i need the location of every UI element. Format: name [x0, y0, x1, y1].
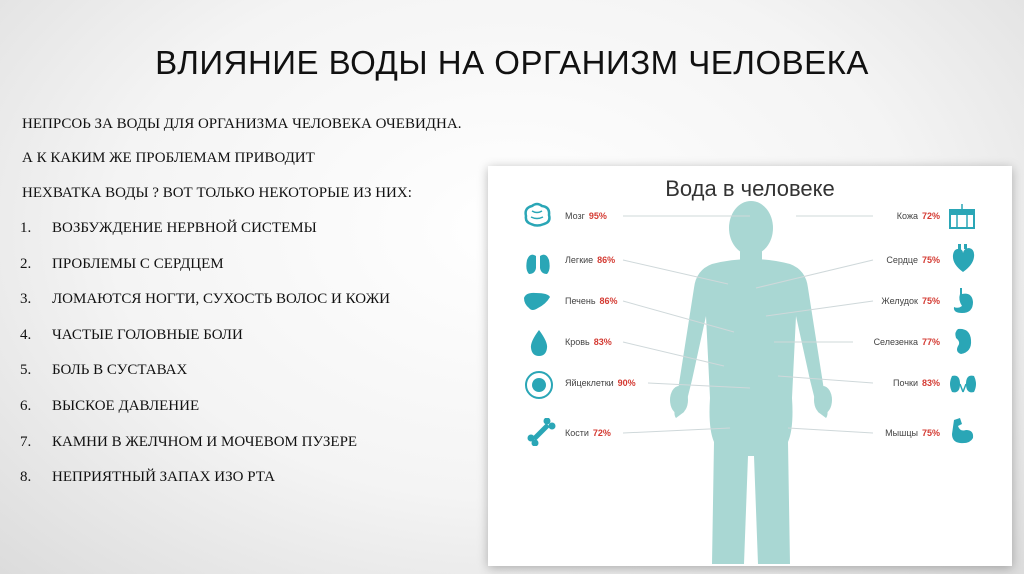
organ-label-kidneys: Почки 83% [893, 378, 940, 388]
list-number: 1. [20, 220, 32, 236]
list-number: 7. [20, 433, 32, 450]
brain-icon [522, 202, 552, 228]
list-number: 6. [20, 397, 32, 414]
muscle-icon [948, 416, 976, 446]
spleen-icon [952, 326, 974, 356]
problems-list [20, 220, 390, 505]
list-text: БОЛЬ В СУСТАВАХ [52, 362, 188, 379]
organ-label-blood: Кровь 83% [565, 337, 612, 347]
infographic-title: Вода в человеке [665, 176, 835, 201]
list-item [20, 327, 390, 363]
skin-icon [948, 204, 976, 230]
list-text: ВОЗБУЖДЕНИЕ НЕРВНОЙ СИСТЕМЫ [52, 220, 317, 236]
bone-icon [526, 418, 556, 446]
list-text: ЛОМАЮТСЯ НОГТИ, СУХОСТЬ ВОЛОС И КОЖИ [52, 291, 390, 308]
list-item [20, 256, 390, 292]
water-in-body-infographic [488, 166, 1012, 566]
intro-line: НЕПРСОЬ ЗА ВОДЫ ДЛЯ ОРГАНИЗМА ЧЕЛОВЕКА ОЧЕВИДНА. [22, 116, 462, 132]
list-text: ЧАСТЫЕ ГОЛОВНЫЕ БОЛИ [52, 326, 243, 343]
intro-line: НЕХВАТКА ВОДЫ ? ВОТ ТОЛЬКО НЕКОТОРЫЕ ИЗ НИХ: [22, 185, 412, 201]
organ-label-egg-cells: Яйцеклетки 90% [565, 378, 636, 388]
list-number: 5. [20, 362, 32, 379]
list-item [20, 220, 390, 256]
organ-label-muscles: Мышцы 75% [885, 428, 940, 438]
body-figure-graphic [488, 166, 1012, 566]
liver-icon [522, 290, 552, 314]
list-item [20, 469, 390, 505]
list-number: 2. [20, 255, 32, 272]
list-item [20, 362, 390, 398]
organ-label-liver: Печень 86% [565, 296, 618, 306]
blood-drop-icon [528, 328, 550, 358]
organ-label-skin: Кожа 72% [896, 211, 940, 221]
organ-label-lungs: Легкие 86% [565, 255, 616, 265]
organ-label-bones: Кости 72% [565, 428, 611, 438]
egg-cell-icon [524, 370, 554, 400]
list-item [20, 398, 390, 434]
organ-label-heart: Сердце 75% [886, 255, 940, 265]
list-item [20, 434, 390, 470]
list-number: 4. [20, 326, 32, 343]
list-item [20, 291, 390, 327]
heart-icon [950, 244, 976, 274]
body-silhouette [670, 201, 832, 564]
slide-title: ВЛИЯНИЕ ВОДЫ НА ОРГАНИЗМ ЧЕЛОВЕКА [155, 44, 869, 81]
list-text: ВЫСКОЕ ДАВЛЕНИЕ [52, 397, 200, 414]
list-text: ПРОБЛЕМЫ С СЕРДЦЕМ [52, 255, 224, 272]
list-number: 8. [20, 469, 32, 486]
list-text: НЕПРИЯТНЫЙ ЗАПАХ ИЗО РТА [52, 469, 275, 486]
kidneys-icon [948, 372, 978, 396]
organ-label-spleen: Селезенка 77% [873, 337, 940, 347]
organ-label-stomach: Желудок 75% [881, 296, 940, 306]
stomach-icon [950, 286, 976, 316]
list-number: 3. [20, 291, 32, 308]
intro-line: А К КАКИМ ЖЕ ПРОБЛЕМАМ ПРИВОДИТ [22, 150, 315, 166]
organ-label-brain: Мозг 95% [565, 211, 607, 221]
list-text: КАМНИ В ЖЕЛЧНОМ И МОЧЕВОМ ПУЗЕРЕ [52, 433, 358, 450]
lungs-icon [524, 244, 552, 276]
